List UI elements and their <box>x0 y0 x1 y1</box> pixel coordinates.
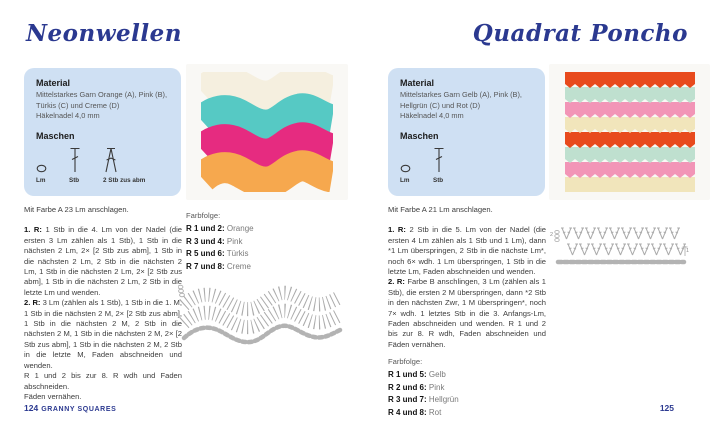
swatch-photo-quadrat-poncho <box>549 64 710 200</box>
diagram-row-number: 2 <box>550 232 554 238</box>
finishing-line: Fäden vernähen. <box>24 391 82 401</box>
page-title-left: Neonwellen <box>26 20 182 47</box>
material-heading: Material <box>36 78 71 88</box>
material-heading: Material <box>400 78 435 88</box>
farbfolge-entry <box>388 394 546 407</box>
farbfolge-entry <box>388 382 546 395</box>
farbfolge-color: Pink <box>226 236 243 246</box>
row-instruction <box>24 298 182 371</box>
double-crochet-icon <box>69 147 81 173</box>
farbfolge-rows: R 1 und 5: <box>388 370 427 379</box>
material-yarn: Mittelstarkes Garn Orange (A), Pink (B), Türkis (C) und Creme (D) <box>36 90 168 110</box>
material-panel-left <box>24 68 181 196</box>
legend-item-double-crochet <box>69 147 81 184</box>
section-label: GRANNY SQUARES <box>41 406 117 413</box>
page-title-right: Quadrat Poncho <box>472 20 688 47</box>
stitch-symbol-legend <box>36 147 170 184</box>
farbfolge-rows: R 3 und 7: <box>388 395 427 405</box>
farbfolge-color: Creme <box>226 261 251 271</box>
farbfolge-entry <box>186 261 316 274</box>
farbfolge-color: Orange <box>226 224 254 233</box>
farbfolge-rows: R 3 und 4: <box>186 236 225 246</box>
crochet-chart-v-stitch <box>550 222 690 278</box>
farbfolge-color: Hellgrün <box>428 395 459 405</box>
stitches-heading: Maschen <box>400 130 439 141</box>
farbfolge-color: Pink <box>428 382 445 392</box>
farbfolge-heading: Farbfolge: <box>186 211 221 220</box>
color-sequence-left <box>186 211 316 273</box>
row-text: 2 Stb in die 5. Lm von der Nadel (die ersten 4 Lm zählen als 1 Stb und 1 Lm), dann *1 Lm überspringen, 2 Stb in die nächste Lm*, noch 6× wdh. 1 Lm überspringen, 1 Stb in die letzte Lm, Faden abschneiden und wenden. <box>388 225 546 277</box>
symbol-label: Lm <box>36 176 46 184</box>
double-crochet-2-together-icon <box>103 147 119 173</box>
wave-swatch-image <box>201 72 333 192</box>
legend-item-chain <box>400 164 411 184</box>
swatch-photo-neonwellen <box>186 64 348 200</box>
farbfolge-rows: R 4 und 8: <box>388 407 427 417</box>
v-stitch-chart-image <box>550 222 690 278</box>
row-instruction <box>388 277 546 350</box>
farbfolge-heading: Farbfolge: <box>388 357 423 366</box>
legend-item-dc2tog <box>103 147 145 184</box>
farbfolge-color: Türkis <box>226 249 249 259</box>
row-text: Farbe B anschlingen, 3 Lm (zählen als 1 Stb), die ersten 2 M überspringen, dann *2 Stb in den nächsten Zwr, 1 M überspringen*, noch 7× wdh. 1 letztes Stb in die 3. Anfangs-Lm, Faden abschneiden und wenden. R 1 und 2 bis zur 8. R wdh, Faden abschneiden und Fäden vernähen. <box>388 277 546 349</box>
instructions-left <box>24 205 182 402</box>
row-text: 3 Lm (zählen als 1 Stb), 1 Stb in die 1. M, 1 Stb in die nächsten 2 M, 2× [2 Stb zus abm], 1 Stb in die nächsten 2 M, 2 Stb in die nächsten 2 M, 1 Stb in die nächsten 2 M, 2× [2 Stb zus abm], 1 Stb in die nächsten 2 M, 2 Stb in die letzte M, Faden abschneiden und wenden. <box>24 298 182 370</box>
symbol-label: Stb <box>69 176 80 184</box>
stitch-symbol-legend <box>400 147 534 184</box>
symbol-label: 2 Stb zus abm <box>103 176 146 184</box>
wave-chart-image <box>178 283 346 355</box>
crochet-chart-wave <box>178 283 346 355</box>
diagram-row-number: 1 <box>686 248 690 254</box>
cast-on-line: Mit Farbe A 21 Lm anschlagen. <box>388 205 493 214</box>
farbfolge-rows: R 1 und 2: <box>186 224 225 233</box>
row-text: 1 Stb in die 4. Lm von der Nadel (die ersten 3 Lm zählen als 1 Stb), 1 Stb in die nächsten 2 Lm, 2× [2 Stb zus abm], 1 Stb in die nächsten 2 Lm, 2 Stb in die nächsten 2 Lm, 1 Stb in die nächsten 2 Lm, 2× [2 Stb zus abm], 1 Stb in die nächsten 2 Lm, 2 Stb in die letzte Lm und wenden. <box>24 225 182 297</box>
symbol-label: Stb <box>433 176 444 184</box>
farbfolge-entry <box>186 223 316 236</box>
material-hook: Häkelnadel 4,0 mm <box>36 111 100 120</box>
chain-stitch-icon <box>36 164 47 173</box>
finishing-line: R 1 und 2 bis zur 8. R wdh und Faden abschneiden. <box>24 371 182 391</box>
footer-left <box>24 403 116 413</box>
farbfolge-entry <box>388 407 546 420</box>
legend-item-chain <box>36 164 47 184</box>
farbfolge-entry <box>186 236 316 249</box>
farbfolge-entry <box>186 248 316 261</box>
stripe-swatch-image <box>565 72 695 192</box>
row-label: 1. R: <box>388 225 406 235</box>
footer-right <box>660 403 674 413</box>
cast-on-line: Mit Farbe A 23 Lm anschlagen. <box>24 205 129 214</box>
farbfolge-rows: R 5 und 6: <box>186 249 225 259</box>
row-label: 1. R: <box>24 225 42 235</box>
row-instruction <box>24 225 182 298</box>
row-label: 2. R: <box>388 277 405 287</box>
color-sequence-right <box>388 357 546 419</box>
farbfolge-entry <box>388 369 546 382</box>
symbol-label: Lm <box>400 176 410 184</box>
page-number: 125 <box>659 403 674 413</box>
material-panel-right <box>388 68 545 196</box>
stitches-heading: Maschen <box>36 130 75 141</box>
instructions-right <box>388 205 546 350</box>
material-yarn: Mittelstarkes Garn Gelb (A), Pink (B), Hellgrün (C) und Rot (D) <box>400 90 522 110</box>
row-instruction <box>388 225 546 277</box>
farbfolge-rows: R 2 und 6: <box>388 382 427 392</box>
farbfolge-color: Rot <box>428 407 442 417</box>
page-number: 124 <box>24 403 39 413</box>
legend-item-double-crochet <box>433 147 445 184</box>
row-label: 2. R: <box>24 298 41 308</box>
turning-chain-icon <box>178 285 184 296</box>
farbfolge-rows: R 7 und 8: <box>186 261 225 271</box>
double-crochet-icon <box>433 147 445 173</box>
farbfolge-color: Gelb <box>428 370 446 379</box>
material-hook: Häkelnadel 4,0 mm <box>400 111 464 120</box>
chain-stitch-icon <box>400 164 411 173</box>
